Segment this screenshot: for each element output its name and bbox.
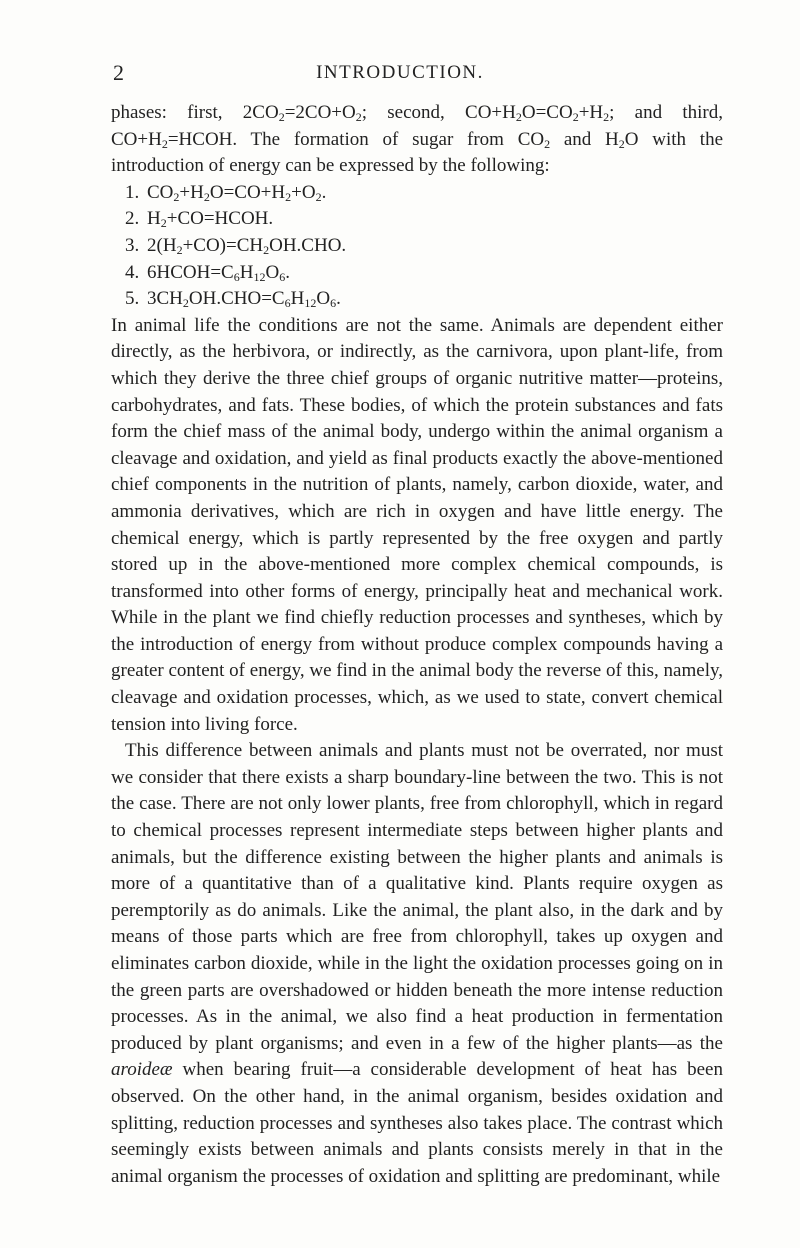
aroideae-term: aroideæ [111, 1059, 173, 1081]
equation-4: 4. $6HCOH=C_6H_{12}O_6$. [125, 261, 290, 284]
page-header [0, 60, 800, 90]
running-title: INTRODUCTION. [316, 62, 484, 83]
equation-2: 2. $H_2+CO=HCOH$. [125, 208, 274, 231]
equation-1: 1. $CO_2+H_2O=CO+H_2+O_2$. [125, 181, 327, 204]
equation-3: 3. $2(H_2+CO)=CH_2OH.CHO$. [125, 234, 347, 257]
intro-paragraph: phases: first, $2CO_2=2CO+O_2$; second, $CO+H_2O=CO_2+H_2$; and third, $CO+H_2=HCOH$. The formation of sugar from $CO_2$ and $H_2O$ with the introduction of energy can be expressed by the following: [111, 102, 724, 177]
page-number: 2 [113, 60, 124, 85]
body-text [111, 100, 723, 1190]
paragraph-difference: This difference between animals and plants must not be overrated, nor must we consider that there exists a sharp boundary-line between the two. This is not the case. There are not only lower plants, free from chlorophyll, which in regard to chemical processes represent intermediate steps between higher plants and animals, but the difference existing between the higher plants and animals is more of a quantitative than of a qualitative kind. Plants require oxygen as peremptorily as do animals. Like the animal, the plant also, in the dark and by means of those parts which are free from chlorophyll, takes up oxygen and eliminates carbon dioxide, while in the light the oxidation processes going on in the green parts are overshadowed or hidden beneath the more intense reduction processes. As in the animal, we also find a heat production in fermentation produced by plant organisms; and even in a few of the higher plants—as the aroideæ when bearing fruit—a considerable development of heat has been observed. On the other hand, in the animal organism, besides oxidation and splitting, reduction processes and syntheses also takes place. The contrast which seemingly exists between animals and plants consists merely in that in the animal organism the processes of oxidation and splitting are predominant, while [111, 740, 723, 1187]
equation-list [111, 180, 723, 313]
equation-5: 5. $3CH_2OH.CHO=C_6H_{12}O_6$. [125, 288, 341, 311]
paragraph-animal-life: In animal life the conditions are not the same. Animals are dependent either directly, as the herbivora, or indirectly, as the carnivora, upon plant-life, from which they derive the three chief groups of organic nutritive matter—proteins, carbohydrates, and fats. These bodies, of which the protein substances and fats form the chief mass of the animal body, undergo within the animal organism a cleavage and oxidation, and yield as final products exactly the above-mentioned chief components in the nutrition of plants, namely, carbon dioxide, water, and ammonia derivatives, which are rich in oxygen and have little energy. The chemical energy, which is partly represented by the free oxygen and partly stored up in the above-mentioned more complex chemical compounds, is transformed into other forms of energy, principally heat and mechanical work. While in the plant we find chiefly reduction processes and syntheses, which by the introduction of energy from without produce complex compounds having a greater content of energy, we find in the animal body the reverse of this, namely, cleavage and oxidation processes, which, as we used to state, convert chemical tension into living force. [111, 314, 723, 735]
